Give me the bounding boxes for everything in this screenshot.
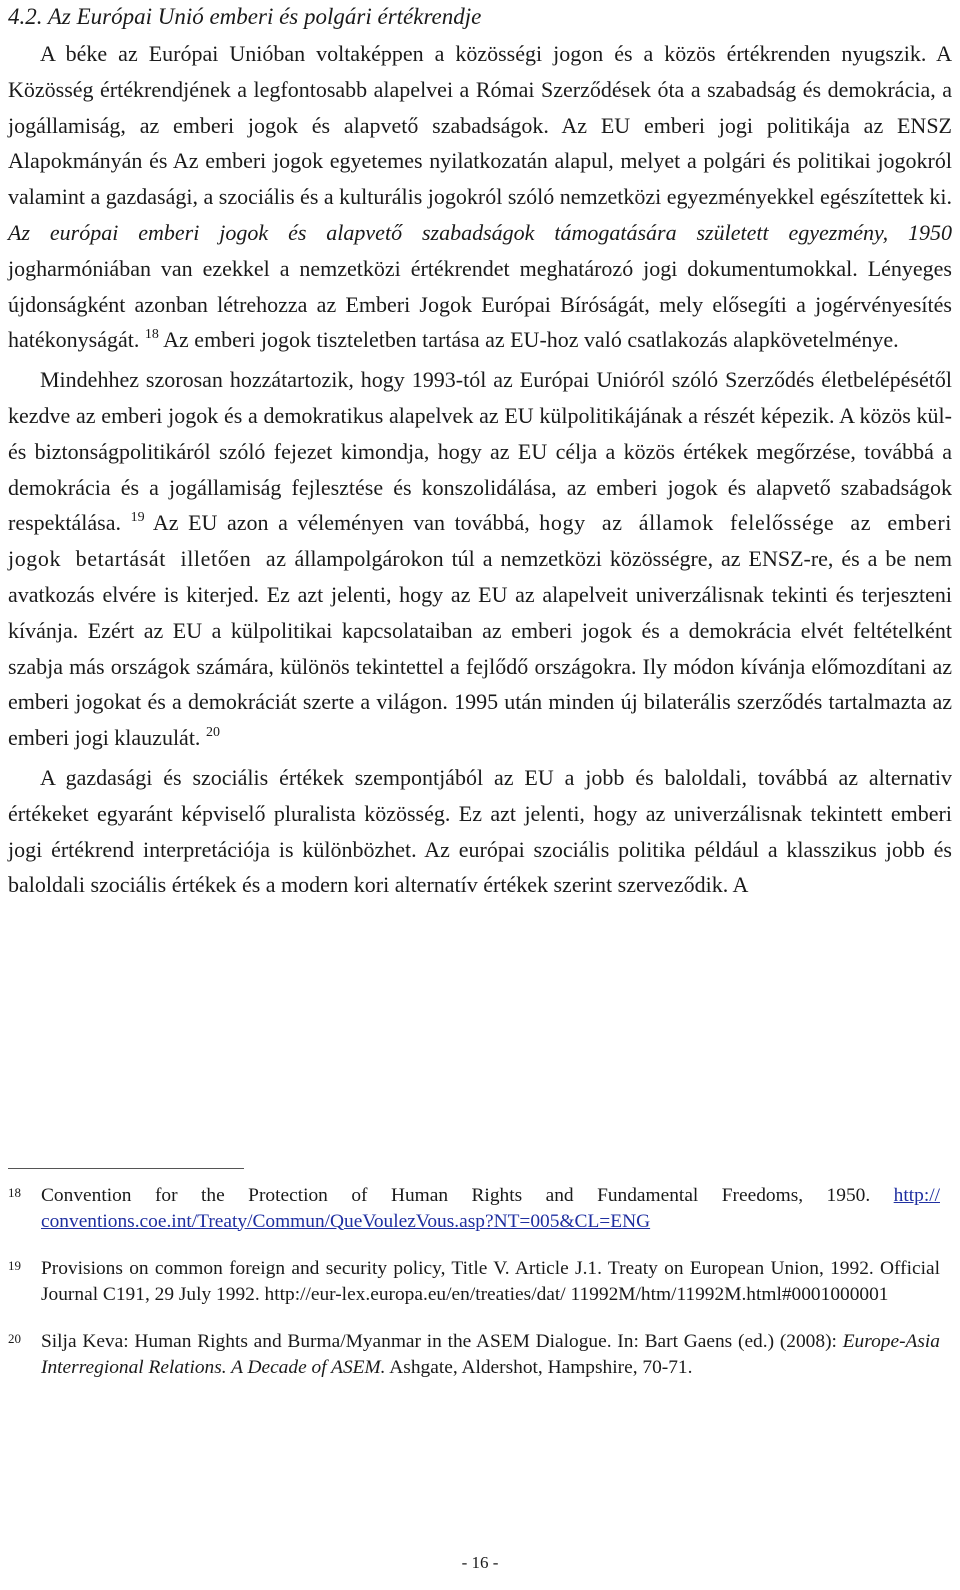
document-page bbox=[8, 0, 952, 903]
section-title: 4.2. Az Európai Unió emberi és polgári értékrendje bbox=[8, 4, 482, 29]
page-number: - 16 - bbox=[461, 1553, 499, 1572]
paragraph-2-text-c: állampolgárokon túl a nemzetközi közösségre, az ENSZ-re, és a be nem avatkozás elvére is kiterjed. Ez azt jelenti, hogy az EU az alapelveit univerzálisnak tekinti és terjeszteni kívánja. Ezért az EU a külpolitikai kapcsolataiban az emberi jogok és a demokrácia elvét feltételként szabja más országok számára, különös tekintettel a fejlődő országokra. Ily módon kívánja előmozdítani az emberi jogokat és a demokráciát szerte a világon. 1995 után minden új bilaterális szerződés tartalmazta az emberi jogi klauzulát. bbox=[8, 546, 952, 751]
footnote-number: 18 bbox=[8, 1185, 21, 1200]
paragraph-1-text-b: jogharmóniában van ezekkel a nemzetközi értékrendet meghatározó jogi dokumentumokkal. Lényeges újdonságként azonban létrehozza az Emberi Jogok Európai Bíróságát, mely elősegíti a jogérvényesítés hatékonyságát. bbox=[8, 255, 952, 353]
footnote-text-a: Silja Keva: Human Rights and Burma/Myanmar in the ASEM Dialogue. In: Bart Gaens (ed.) (2008): bbox=[41, 1331, 837, 1352]
footnote-divider bbox=[8, 1168, 244, 1169]
footnote-ref-18[interactable]: 18 bbox=[144, 327, 159, 343]
paragraph-2-text-a: Mindehhez szorosan hozzátartozik, hogy 1993-tól az Európai Unióról szóló Szerződés életbelépésétől kezdve az emberi jogok és a demokratikus alapelvek az EU külpolitikájának a részét képezik. A közös kül- és biztonságpolitikáról szóló fejezet kimondja, hogy az EU célja a közös értékek megőrzése, továbbá a demokrácia és a jogállamiság fejlesztése és konszolidálása, az emberi jogok és alapvető szabadságok respektálása. bbox=[8, 367, 952, 536]
footnote-italic-title: Europe-Asia Interregional Relations. A Decade of ASEM. bbox=[41, 1331, 940, 1378]
footnote-text: Convention for the Protection of Human Rights and Fundamental Freedoms, 1950. bbox=[41, 1185, 871, 1206]
paragraph-3 bbox=[8, 760, 952, 903]
footnote-18 bbox=[8, 1183, 940, 1234]
paragraph-3-text: A gazdasági és szociális értékek szempontjából az EU a jobb és baloldali, továbbá az alternativ értékeket egyaránt képviselő pluralista közösség. Ez azt jelenti, hogy az univerzálisnak tekintett emberi jogi értékrend interpretációja is különbözhet. Az európai szociális politika például a klasszikus jobb és baloldali szociális értékek és a modern kori alternatív értékek szerint szerveződik. A bbox=[8, 764, 952, 898]
footnote-link[interactable]: http:// conventions.coe.int/Treaty/Commun/QueVoulezVous.asp?NT=005&CL=ENG bbox=[41, 1185, 940, 1232]
footnote-19 bbox=[8, 1256, 940, 1307]
footnote-text: Provisions on common foreign and security policy, Title V. Article J.1. Treaty on European Union, 1992. Official Journal C191, 29 July 1992. http://eur-lex.europa.eu/en/treaties/dat/ 11992M/htm/11992M.html#0001000001 bbox=[41, 1258, 940, 1305]
footnote-ref-20[interactable]: 20 bbox=[205, 725, 220, 741]
paragraph-1-italic: Az európai emberi jogok és alapvető szabadságok támogatására született egyezmény, 1950 bbox=[8, 219, 952, 245]
paragraph-2-text-b: Az EU azon a véleményen van továbbá, bbox=[152, 510, 530, 536]
paragraph-1 bbox=[8, 36, 952, 358]
footnote-number: 20 bbox=[8, 1331, 21, 1346]
footnote-20 bbox=[8, 1329, 940, 1380]
footnote-ref-19[interactable]: 19 bbox=[130, 510, 145, 526]
paragraph-1-text-c: Az emberi jogok tiszteletben tartása az EU-hoz való csatlakozás alapkövetelménye. bbox=[163, 327, 899, 353]
paragraph-2-spread-line: hogy az államok felelőssége az emberi jogok betartását illetően az bbox=[8, 510, 953, 572]
paragraph-2 bbox=[8, 362, 952, 756]
paragraph-1-text-a: A béke az Európai Unióban voltaképpen a közösségi jogon és a közös értékrenden nyugszik. A Közösség értékrendjének a legfontosabb alapelvei a Római Szerződések óta a szabadság és demokrácia, a jogállamiság, az emberi jogok és alapvető szabadságok. Az EU emberi jogi politikája az ENSZ Alapokmányán és Az emberi jogok egyetemes nyilatkozatán alapul, melyet a polgári és politikai jogokról valamint a gazdasági, a szociális és a kulturális jogokról szóló nemzetközi egyezményekkel egészítettek ki. bbox=[8, 41, 952, 210]
body-text bbox=[8, 36, 952, 903]
footnote-text-b: Ashgate, Aldershot, Hampshire, 70-71. bbox=[389, 1356, 693, 1378]
footnotes bbox=[8, 1183, 940, 1380]
footnote-number: 19 bbox=[8, 1258, 21, 1273]
